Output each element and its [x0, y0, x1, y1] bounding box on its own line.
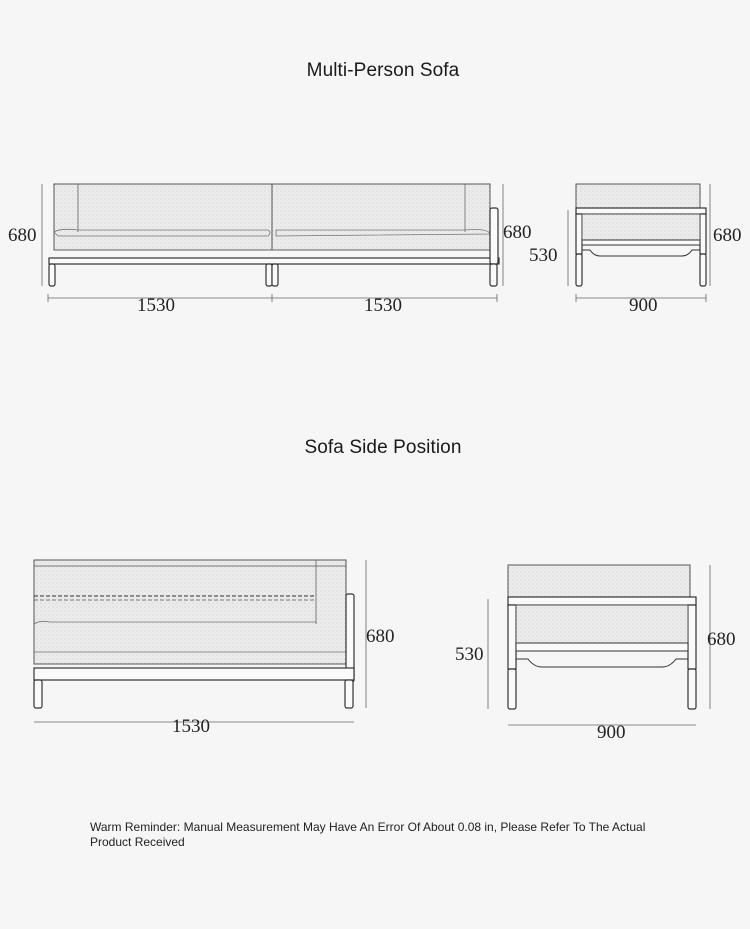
- dim-side-side-seat-height: 530: [455, 644, 484, 665]
- multi-sofa-front-drawing: [0, 170, 560, 320]
- warm-reminder-note: Warm Reminder: Manual Measurement May Have An Error Of About 0.08 in, Please Refer To The Actual Product Received: [90, 820, 646, 849]
- dim-multi-side-height-right: 680: [713, 225, 742, 246]
- dim-multi-side-seat-height: 530: [529, 245, 558, 266]
- side-sofa-front-drawing: [20, 550, 400, 720]
- dim-side-side-total-height: 680: [707, 629, 736, 650]
- dim-multi-front-height: 680: [8, 225, 37, 246]
- dim-multi-side-total-height: 680: [503, 222, 532, 243]
- dim-multi-front-width-right: 1530: [364, 295, 402, 316]
- dim-side-side-depth: 900: [597, 722, 626, 743]
- dim-multi-side-depth: 900: [629, 295, 658, 316]
- section-title-multi-person-sofa: Multi-Person Sofa: [306, 60, 460, 81]
- dim-side-front-height: 680: [366, 626, 395, 647]
- section-title-sofa-side-position: Sofa Side Position: [304, 437, 462, 458]
- dim-side-front-width: 1530: [172, 716, 210, 737]
- dim-multi-front-width-left: 1530: [137, 295, 175, 316]
- side-sofa-side-drawing: [480, 555, 730, 725]
